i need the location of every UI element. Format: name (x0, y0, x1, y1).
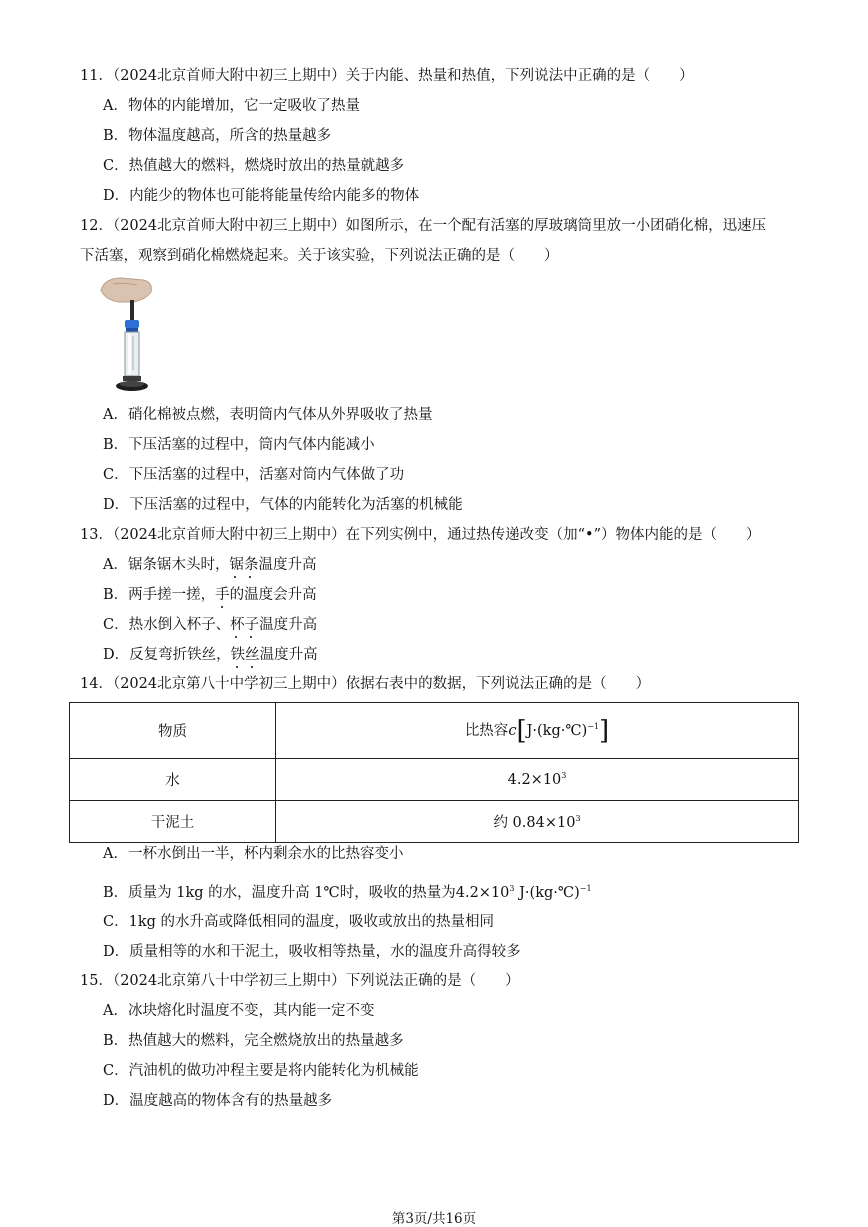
dotted-word: 手 (215, 587, 230, 603)
question-15-option-b: B．热值越大的燃料，完全燃烧放出的热量越多 (103, 1033, 404, 1049)
question-14-stem: 14．（2024北京第八十中学初三上期中）依据右表中的数据，下列说法正确的是（ ） (80, 676, 651, 692)
option-text: A．锯条锯木头时， (103, 557, 230, 573)
question-14-option-a: A．一杯水倒出一半，杯内剩余水的比热容变小 (103, 846, 404, 862)
question-15-stem: 15．（2024北京第八十中学初三上期中）下列说法正确的是（ ） (80, 973, 520, 989)
question-11-option-a: A．物体的内能增加，它一定吸收了热量 (103, 98, 360, 114)
emphasis-dotted-text (229, 556, 258, 574)
option-text: 温度升高 (258, 557, 317, 573)
question-12-option-a: A．硝化棉被点燃，表明筒内气体从外界吸收了热量 (103, 407, 433, 423)
cell-value (276, 801, 799, 843)
cell-substance: 干泥土 (70, 801, 276, 843)
question-14-option-c: C．1kg 的水升高或降低相同的温度，吸收或放出的热量相同 (103, 914, 494, 930)
question-13-option-c (103, 616, 317, 634)
question-13-stem: 13．（2024北京首师大附中初三上期中）在下列实例中，通过热传递改变（加“•”）物体内能的是（ ） (80, 527, 761, 543)
dotted-word: 铁丝 (230, 647, 260, 663)
question-12-option-b: B．下压活塞的过程中，筒内气体内能减小 (103, 437, 375, 453)
option-text: B．质量为 1kg 的水，温度升高 1℃时，吸收的热量为 (103, 885, 456, 901)
emphasis-dotted-text (215, 586, 230, 604)
table-row (70, 759, 799, 801)
option-text: C．热水倒入杯子、 (103, 617, 231, 633)
table-header-row (70, 703, 799, 759)
emphasis-dotted-text (231, 646, 260, 664)
cell-value (276, 759, 799, 801)
question-12-option-c: C．下压活塞的过程中，活塞对筒内气体做了功 (103, 467, 405, 483)
dotted-word: 锯条 (229, 557, 259, 573)
question-13-option-a (103, 556, 316, 574)
glass-cylinder-experiment-image (99, 276, 157, 396)
question-15-option-d: D．温度越高的物体含有的热量越多 (103, 1093, 333, 1109)
option-value-exponent: 3 (509, 884, 515, 893)
option-text: B．两手搓一搓， (103, 587, 216, 603)
option-value: 4.2×10 (455, 885, 510, 901)
value-exponent: 3 (575, 814, 581, 823)
value-exponent: 3 (561, 771, 567, 780)
question-14-option-b (103, 880, 592, 902)
header-substance: 物质 (70, 703, 276, 759)
question-13-option-b (103, 586, 317, 604)
question-11-option-b: B．物体温度越高，所含的热量越多 (103, 128, 332, 144)
question-15-option-c: C．汽油机的做功冲程主要是将内能转化为机械能 (103, 1063, 419, 1079)
option-text: 温度升高 (259, 617, 318, 633)
cell-substance: 水 (70, 759, 276, 801)
specific-heat-table (69, 702, 799, 843)
option-text: 的温度会升高 (229, 587, 317, 603)
question-11-option-d: D．内能少的物体也可能将能量传给内能多的物体 (103, 188, 420, 204)
option-text: 温度升高 (259, 647, 318, 663)
question-12-option-d: D．下压活塞的过程中，气体的内能转化为活塞的机械能 (103, 497, 463, 513)
header-label: 比热容 (464, 722, 509, 739)
option-text: D．反复弯折铁丝， (103, 647, 231, 663)
header-specific-heat: 比热容c[J·(kg·℃)$^{-1}$] (276, 703, 799, 759)
question-11-option-c: C．热值越大的燃料，燃烧时放出的热量就越多 (103, 158, 405, 174)
option-unit: J·(kg·℃) (519, 885, 580, 901)
value-text: 约 0.84×10 (493, 815, 576, 831)
dotted-word: 杯子 (230, 617, 260, 633)
option-unit-exponent: −1 (579, 884, 592, 893)
question-11-stem: 11．（2024北京首师大附中初三上期中）关于内能、热量和热值，下列说法中正确的是（ ） (80, 68, 694, 84)
header-unit-exponent: −1 (587, 721, 600, 731)
question-12-stem-line2: 下活塞，观察到硝化棉燃烧起来。关于该实验，下列说法正确的是（ ） (80, 248, 559, 264)
question-12-stem-line1: 12．（2024北京首师大附中初三上期中）如图所示，在一个配有活塞的厚玻璃筒里放一小团硝化棉，迅速压 (80, 218, 767, 234)
header-variable: c (508, 722, 517, 739)
question-14-option-d: D．质量相等的水和干泥土，吸收相等热量，水的温度升高得较多 (103, 944, 521, 960)
header-unit: J·(kg·℃) (526, 722, 588, 739)
question-15-option-a: A．冰块熔化时温度不变，其内能一定不变 (103, 1003, 375, 1019)
page-number-footer: 第3页/共16页 (391, 1211, 477, 1227)
table-row (70, 801, 799, 843)
value-text: 4.2×10 (507, 772, 562, 788)
emphasis-dotted-text (230, 616, 259, 634)
question-13-option-d (103, 646, 318, 664)
